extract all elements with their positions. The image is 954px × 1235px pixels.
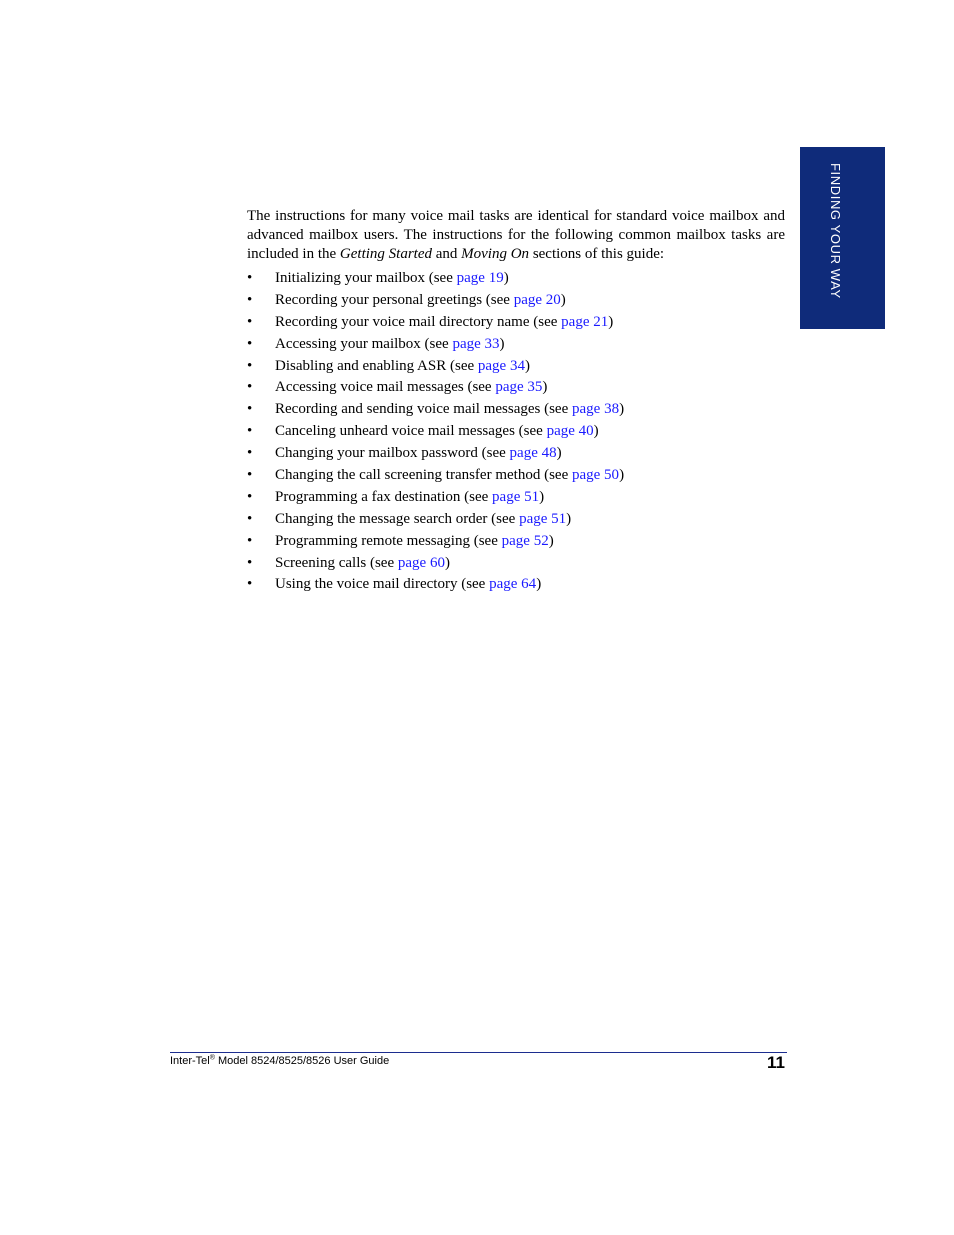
page-link[interactable]: page 20	[513, 291, 561, 308]
task-text: Programming a fax destination (see	[275, 488, 493, 505]
section-side-tab-label: FINDING YOUR WAY	[828, 163, 843, 299]
page-link[interactable]: page 40	[546, 423, 594, 440]
page-link[interactable]: page 33	[452, 335, 500, 352]
task-text: Recording your voice mail directory name (see	[275, 313, 562, 330]
page-link[interactable]: page 52	[501, 532, 549, 549]
bullet-icon: •	[247, 510, 253, 527]
task-text: Changing your mailbox password (see	[275, 445, 510, 462]
task-close-paren: )	[542, 379, 548, 396]
list-item	[247, 487, 787, 509]
bullet-icon: •	[247, 335, 253, 352]
list-item	[247, 531, 787, 553]
task-close-paren: )	[566, 510, 572, 527]
bullet-icon: •	[247, 401, 253, 418]
intro-text-1: The instructions for many voice mail tasks are identical for standard voice mailbox and advanced mailbox users. The instructions for the following common mailbox tasks are included in the	[247, 208, 785, 262]
bullet-icon: •	[247, 445, 253, 462]
page-link[interactable]: page 51	[519, 510, 567, 527]
task-text: Accessing your mailbox (see	[275, 335, 453, 352]
task-text: Changing the call screening transfer method (see	[275, 467, 572, 484]
page-link[interactable]: page 48	[509, 445, 557, 462]
intro-text-2: and	[431, 246, 462, 262]
page-link[interactable]: page 19	[456, 270, 504, 286]
page-link[interactable]: page 64	[489, 576, 537, 593]
task-close-paren: )	[619, 401, 625, 418]
list-item	[247, 421, 787, 443]
page-link[interactable]: page 51	[492, 488, 540, 505]
list-item	[247, 356, 787, 378]
task-text: Recording and sending voice mail messages (see	[275, 401, 572, 418]
task-text: Disabling and enabling ASR (see	[275, 357, 478, 374]
bullet-icon: •	[247, 313, 253, 330]
task-text: Programming remote messaging (see	[275, 532, 502, 549]
task-close-paren: )	[499, 335, 505, 352]
list-item	[247, 268, 787, 290]
task-text: Canceling unheard voice mail messages (see	[275, 423, 547, 440]
task-close-paren: )	[556, 445, 562, 462]
bullet-icon: •	[247, 270, 253, 286]
page-link[interactable]: page 34	[477, 357, 525, 374]
list-item	[247, 465, 787, 487]
task-text: Initializing your mailbox (see	[275, 270, 457, 286]
page-link[interactable]: page 60	[397, 554, 445, 571]
task-text: Accessing voice mail messages (see	[275, 379, 496, 396]
footer-rule	[170, 1052, 787, 1053]
task-close-paren: )	[560, 291, 566, 308]
bullet-icon: •	[247, 488, 253, 505]
task-text: Recording your personal greetings (see	[275, 291, 514, 308]
task-text: Changing the message search order (see	[275, 510, 520, 527]
intro-italic-getting-started: Getting Started	[339, 246, 432, 262]
list-item	[247, 574, 787, 596]
task-list	[247, 268, 787, 596]
bullet-icon: •	[247, 554, 253, 571]
page-link[interactable]: page 21	[561, 313, 609, 330]
bullet-icon: •	[247, 357, 253, 374]
list-item	[247, 399, 787, 421]
page-link[interactable]: page 38	[572, 401, 620, 418]
bullet-icon: •	[247, 423, 253, 440]
list-item	[247, 443, 787, 465]
intro-text-3: sections of this guide:	[529, 246, 665, 262]
task-close-paren: )	[608, 313, 614, 330]
page-number: 11	[767, 1053, 785, 1072]
page-link[interactable]: page 50	[571, 467, 620, 484]
list-item	[247, 290, 787, 312]
list-item	[247, 334, 787, 356]
task-close-paren: )	[536, 576, 542, 593]
section-side-tab	[800, 147, 885, 329]
list-item	[247, 377, 787, 399]
intro-italic-moving-on: Moving On	[461, 246, 530, 262]
task-close-paren: )	[539, 488, 545, 505]
task-close-paren: )	[524, 357, 530, 374]
task-close-paren: )	[444, 554, 450, 571]
bullet-icon: •	[247, 291, 253, 308]
task-text: Using the voice mail directory (see	[275, 576, 490, 593]
registered-mark: ®	[209, 1054, 215, 1062]
task-close-paren: )	[619, 467, 625, 484]
footer-brand: Inter-Tel	[170, 1055, 210, 1067]
list-item	[247, 509, 787, 531]
footer-guide-name: Model 8524/8525/8526 User Guide	[214, 1055, 390, 1067]
bullet-icon: •	[247, 467, 253, 484]
bullet-icon: •	[247, 379, 253, 396]
task-close-paren: )	[548, 532, 554, 549]
page-link[interactable]: page 35	[495, 379, 543, 396]
list-item	[247, 312, 787, 334]
task-close-paren: )	[593, 423, 599, 440]
task-text: Screening calls (see	[275, 554, 398, 571]
bullet-icon: •	[247, 532, 253, 549]
task-close-paren: )	[503, 270, 509, 286]
footer-title	[170, 1055, 389, 1067]
list-item	[247, 553, 787, 575]
intro-paragraph	[247, 207, 785, 264]
bullet-icon: •	[247, 576, 253, 593]
